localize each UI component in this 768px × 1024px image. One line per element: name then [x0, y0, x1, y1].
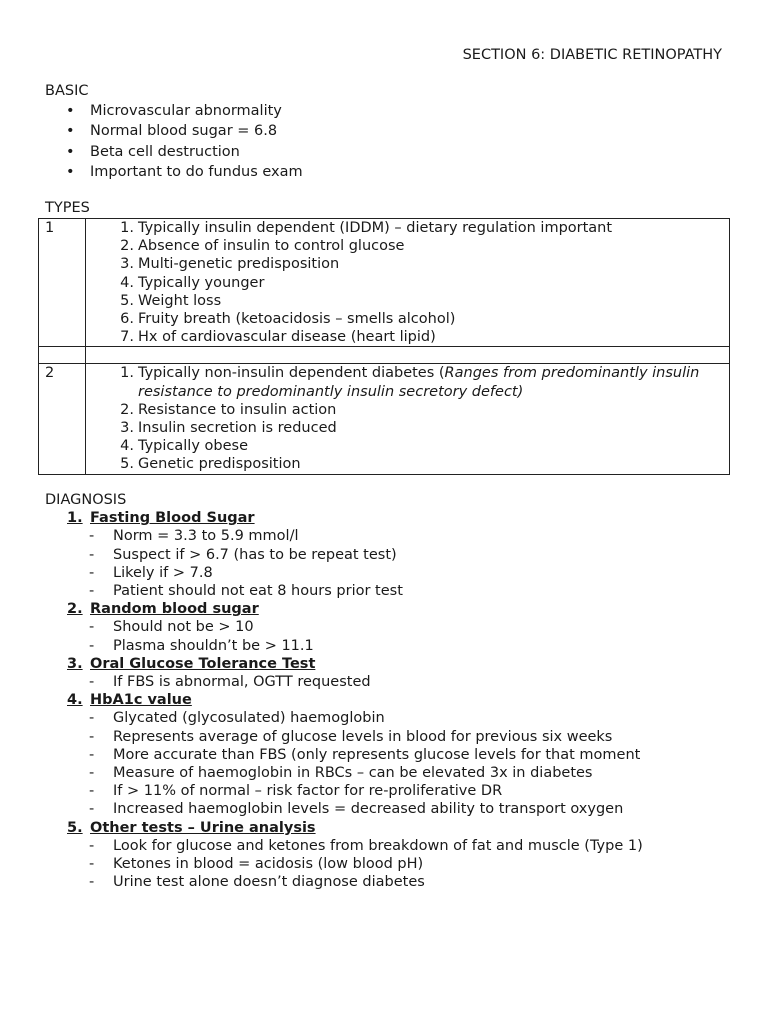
list-item: • Important to do fundus exam [45, 162, 303, 182]
list-item: 3. Multi-genetic predisposition [120, 256, 340, 273]
type-number: 1 [39, 219, 86, 347]
item-text: Weight loss [138, 292, 222, 309]
test-number: 4. [67, 692, 83, 709]
list-item: 5. Weight loss [120, 292, 222, 309]
item-text: Insulin secretion is reduced [138, 420, 337, 437]
item-text: Typically non-insulin dependent diabetes ( [138, 365, 445, 382]
list-item: 1. Typically insulin dependent (IDDM) – dietary regulation important [120, 220, 613, 236]
list-item: - Increased haemoglobin levels = decreased ability to transport oxygen [45, 800, 735, 818]
diagnosis-section [45, 491, 735, 891]
test-title: HbA1c value [90, 692, 192, 709]
list-item: - Plasma shouldn’t be > 11.1 [45, 637, 735, 655]
test-number: 5. [67, 819, 83, 836]
item-text: Fruity breath (ketoacidosis – smells alcohol) [138, 311, 456, 328]
type1-list [92, 219, 729, 346]
list-item: 3. Insulin secretion is reduced [120, 420, 337, 437]
list-item: • Beta cell destruction [45, 142, 303, 162]
list-item: - Look for glucose and ketones from breakdown of fat and muscle (Type 1) [45, 837, 735, 855]
list-item: - Likely if > 7.8 [45, 564, 735, 582]
list-item: - Represents average of glucose levels in blood for previous six weeks [45, 728, 735, 746]
list-item: - Norm = 3.3 to 5.9 mmol/l [45, 527, 735, 545]
page-title: SECTION 6: DIABETIC RETINOPATHY [462, 47, 722, 63]
list-item: • Normal blood sugar = 6.8 [45, 121, 303, 141]
item-text: Typically younger [138, 274, 265, 291]
list-item: 4. Typically obese [120, 438, 248, 455]
test-number: 3. [67, 655, 83, 672]
test-title: Fasting Blood Sugar [90, 510, 255, 527]
diagnosis-heading: DIAGNOSIS [45, 492, 127, 508]
list-item: 2. Resistance to insulin action [120, 401, 337, 418]
type-details [86, 219, 730, 347]
item-text: Genetic predisposition [138, 456, 301, 473]
type-number: 2 [39, 364, 86, 474]
empty-cell [86, 347, 730, 364]
list-item: - Should not be > 10 [45, 618, 735, 636]
list-item: 6. Fruity breath (ketoacidosis – smells alcohol) [120, 311, 456, 328]
table-row [39, 219, 730, 347]
empty-cell [39, 347, 86, 364]
list-item: - If > 11% of normal – risk factor for re-proliferative DR [45, 782, 735, 800]
item-text: Typically obese [138, 438, 248, 455]
list-item: - Patient should not eat 8 hours prior test [45, 582, 735, 600]
test-number: 2. [67, 601, 83, 618]
list-item: 1. Typically non-insulin dependent diabetes (Ranges from predominantly insulin resistance to predominantly insulin secretory defect) [120, 365, 700, 400]
test-heading [45, 819, 735, 837]
types-table [38, 218, 730, 475]
list-item: - If FBS is abnormal, OGTT requested [45, 673, 735, 691]
test-heading [45, 655, 735, 673]
list-item: - Glycated (glycosulated) haemoglobin [45, 709, 735, 727]
types-heading: TYPES [45, 200, 90, 216]
list-item: 4. Typically younger [120, 274, 265, 291]
list-item: 5. Genetic predisposition [120, 456, 301, 473]
test-heading [45, 691, 735, 709]
item-text-italic: Ranges from predominantly insulin resistance to predominantly insulin secretory defect) [138, 365, 700, 400]
list-item: 7. Hx of cardiovascular disease (heart lipid) [120, 329, 436, 346]
item-text: Typically insulin dependent (IDDM) – dietary regulation important [138, 220, 613, 236]
test-heading [45, 509, 735, 527]
list-item: - Ketones in blood = acidosis (low blood pH) [45, 855, 735, 873]
test-number: 1. [67, 510, 83, 527]
table-row [39, 347, 730, 364]
test-title: Random blood sugar [90, 601, 259, 618]
table-row [39, 364, 730, 474]
list-item: 2. Absence of insulin to control glucose [120, 238, 405, 255]
basic-heading: BASIC [45, 83, 89, 99]
list-item: - Suspect if > 6.7 (has to be repeat test) [45, 546, 735, 564]
test-title: Oral Glucose Tolerance Test [90, 655, 316, 672]
list-item: - More accurate than FBS (only represents glucose levels for that moment [45, 746, 735, 764]
item-text: Absence of insulin to control glucose [138, 238, 405, 255]
type-details [86, 364, 730, 474]
list-item: • Microvascular abnormality [45, 101, 303, 121]
test-title: Other tests – Urine analysis [90, 819, 316, 836]
item-text: Multi-genetic predisposition [138, 256, 340, 273]
basic-list [45, 101, 303, 183]
item-text: Resistance to insulin action [138, 401, 337, 418]
type2-list [92, 364, 729, 473]
list-item: - Urine test alone doesn’t diagnose diabetes [45, 873, 735, 891]
item-text: Hx of cardiovascular disease (heart lipid) [138, 329, 436, 346]
test-heading [45, 600, 735, 618]
list-item: - Measure of haemoglobin in RBCs – can be elevated 3x in diabetes [45, 764, 735, 782]
